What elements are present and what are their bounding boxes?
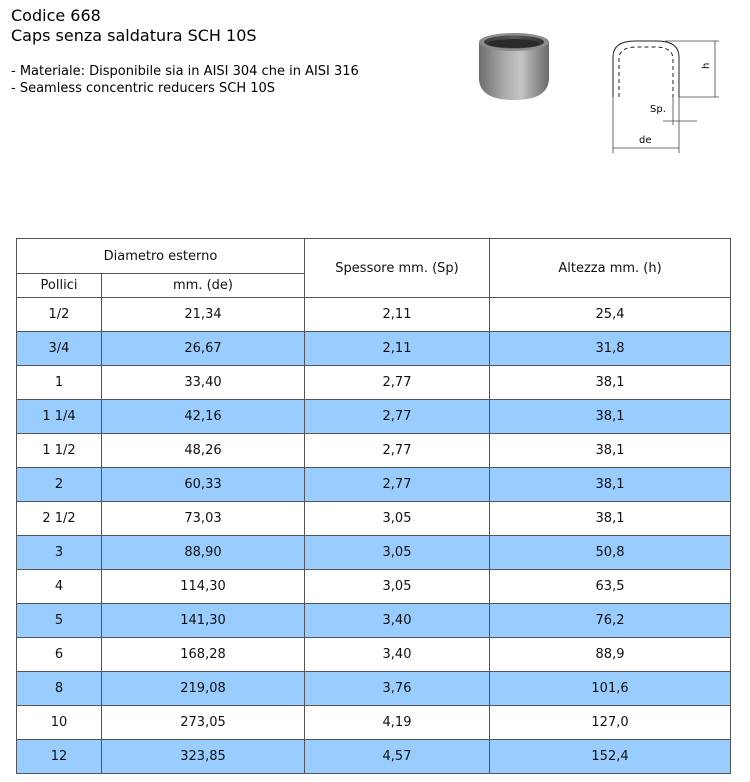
cell-height: 31,8 bbox=[490, 332, 731, 366]
cell-inches: 10 bbox=[17, 706, 102, 740]
cell-inches: 3/4 bbox=[17, 332, 102, 366]
cell-thickness: 2,77 bbox=[305, 400, 490, 434]
cell-thickness: 4,19 bbox=[305, 706, 490, 740]
table-row bbox=[17, 706, 731, 740]
height-label: h bbox=[701, 62, 712, 69]
cell-height: 38,1 bbox=[490, 434, 731, 468]
cell-thickness: 2,77 bbox=[305, 366, 490, 400]
cell-diameter-mm: 73,03 bbox=[102, 502, 305, 536]
cell-height: 25,4 bbox=[490, 298, 731, 332]
cell-diameter-mm: 48,26 bbox=[102, 434, 305, 468]
cell-height: 38,1 bbox=[490, 468, 731, 502]
cell-thickness: 3,05 bbox=[305, 502, 490, 536]
table-body bbox=[17, 298, 731, 774]
cell-height: 127,0 bbox=[490, 706, 731, 740]
cell-thickness: 2,77 bbox=[305, 434, 490, 468]
cell-diameter-mm: 168,28 bbox=[102, 638, 305, 672]
product-title: Caps senza saldatura SCH 10S bbox=[11, 26, 257, 45]
cap-section-diagram bbox=[605, 35, 725, 157]
table-row bbox=[17, 604, 731, 638]
cell-inches: 1 1/2 bbox=[17, 434, 102, 468]
cell-inches: 1 bbox=[17, 366, 102, 400]
table-row bbox=[17, 366, 731, 400]
cell-height: 88,9 bbox=[490, 638, 731, 672]
cell-height: 152,4 bbox=[490, 740, 731, 774]
height-header: Altezza mm. (h) bbox=[490, 239, 731, 298]
cell-thickness: 3,76 bbox=[305, 672, 490, 706]
thickness-header: Spessore mm. (Sp) bbox=[305, 239, 490, 298]
dimensions-table bbox=[16, 238, 731, 774]
cell-diameter-mm: 114,30 bbox=[102, 570, 305, 604]
table-row bbox=[17, 298, 731, 332]
inches-header: Pollici bbox=[17, 274, 102, 298]
cell-inches: 2 1/2 bbox=[17, 502, 102, 536]
cell-diameter-mm: 273,05 bbox=[102, 706, 305, 740]
cell-thickness: 3,05 bbox=[305, 536, 490, 570]
table-row bbox=[17, 332, 731, 366]
cell-diameter-mm: 88,90 bbox=[102, 536, 305, 570]
table-row bbox=[17, 434, 731, 468]
cell-thickness: 2,11 bbox=[305, 298, 490, 332]
cell-thickness: 3,40 bbox=[305, 604, 490, 638]
cell-diameter-mm: 60,33 bbox=[102, 468, 305, 502]
cell-inches: 8 bbox=[17, 672, 102, 706]
cell-inches: 12 bbox=[17, 740, 102, 774]
cell-inches: 6 bbox=[17, 638, 102, 672]
cell-thickness: 2,77 bbox=[305, 468, 490, 502]
table-row bbox=[17, 570, 731, 604]
table-row bbox=[17, 468, 731, 502]
table-row bbox=[17, 502, 731, 536]
type-note: - Seamless concentric reducers SCH 10S bbox=[11, 81, 276, 96]
cell-thickness: 3,40 bbox=[305, 638, 490, 672]
table-row bbox=[17, 536, 731, 570]
cell-height: 101,6 bbox=[490, 672, 731, 706]
material-note: - Materiale: Disponibile sia in AISI 304 che in AISI 316 bbox=[11, 64, 359, 79]
cell-inches: 3 bbox=[17, 536, 102, 570]
cell-diameter-mm: 219,08 bbox=[102, 672, 305, 706]
cell-thickness: 3,05 bbox=[305, 570, 490, 604]
cell-inches: 1 1/4 bbox=[17, 400, 102, 434]
cell-inches: 2 bbox=[17, 468, 102, 502]
diameter-label: de bbox=[639, 135, 652, 146]
cell-inches: 1/2 bbox=[17, 298, 102, 332]
outer-diameter-header: Diametro esterno bbox=[17, 239, 305, 274]
cell-diameter-mm: 21,34 bbox=[102, 298, 305, 332]
cell-height: 38,1 bbox=[490, 400, 731, 434]
cell-inches: 5 bbox=[17, 604, 102, 638]
product-code: Codice 668 bbox=[11, 6, 101, 25]
mm-header: mm. (de) bbox=[102, 274, 305, 298]
table-row bbox=[17, 672, 731, 706]
cell-diameter-mm: 42,16 bbox=[102, 400, 305, 434]
cell-height: 63,5 bbox=[490, 570, 731, 604]
cap-product-image bbox=[474, 30, 554, 102]
table-row bbox=[17, 740, 731, 774]
cell-height: 76,2 bbox=[490, 604, 731, 638]
cell-diameter-mm: 141,30 bbox=[102, 604, 305, 638]
table-row bbox=[17, 638, 731, 672]
thickness-label: Sp. bbox=[650, 104, 666, 115]
cell-inches: 4 bbox=[17, 570, 102, 604]
cell-height: 38,1 bbox=[490, 502, 731, 536]
cell-thickness: 2,11 bbox=[305, 332, 490, 366]
table-row bbox=[17, 400, 731, 434]
cell-thickness: 4,57 bbox=[305, 740, 490, 774]
cell-height: 38,1 bbox=[490, 366, 731, 400]
cell-diameter-mm: 33,40 bbox=[102, 366, 305, 400]
cell-height: 50,8 bbox=[490, 536, 731, 570]
cell-diameter-mm: 323,85 bbox=[102, 740, 305, 774]
cell-diameter-mm: 26,67 bbox=[102, 332, 305, 366]
